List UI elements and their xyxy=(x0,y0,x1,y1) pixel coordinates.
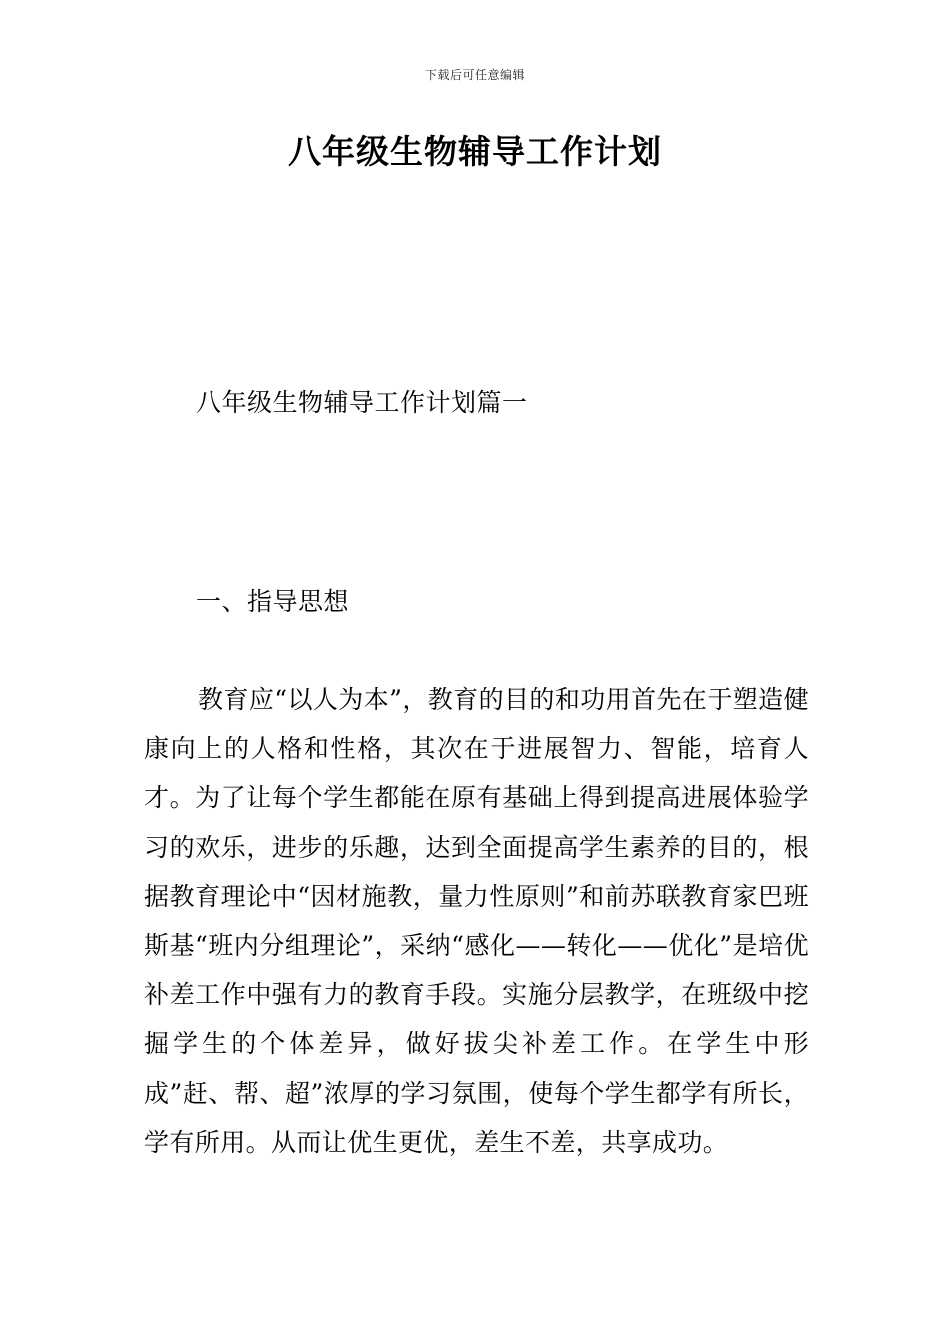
subheading: 一、指导思想 xyxy=(196,587,350,616)
section-heading: 八年级生物辅导工作计划篇一 xyxy=(196,388,528,417)
header-note: 下载后可任意编辑 xyxy=(424,68,525,82)
body-paragraph: 教育应“以人为本”，教育的目的和功用首先在于塑造健康向上的人格和性格，其次在于进展智力、智能，培育人才。为了让每个学生都能在原有基础上得到提高进展体验学习的欢乐，进步的乐趣，达到全面提高学生素养的目的，根据教育理论中“因材施教，量力性原则”和前苏联教育家巴班斯基“班内分组理论”，采纳“感化——转化——优化”是培优补差工作中强有力的教育手段。实施分层教学，在班级中挖掘学生的个体差异，做好拔尖补差工作。在学生中形成”赶、帮、超”浓厚的学习氛围，使每个学生都学有所长，学有所用。从而让优生更优，差生不差，共享成功。 xyxy=(144,685,809,1157)
document-title: 八年级生物辅导工作计划 xyxy=(288,132,662,171)
